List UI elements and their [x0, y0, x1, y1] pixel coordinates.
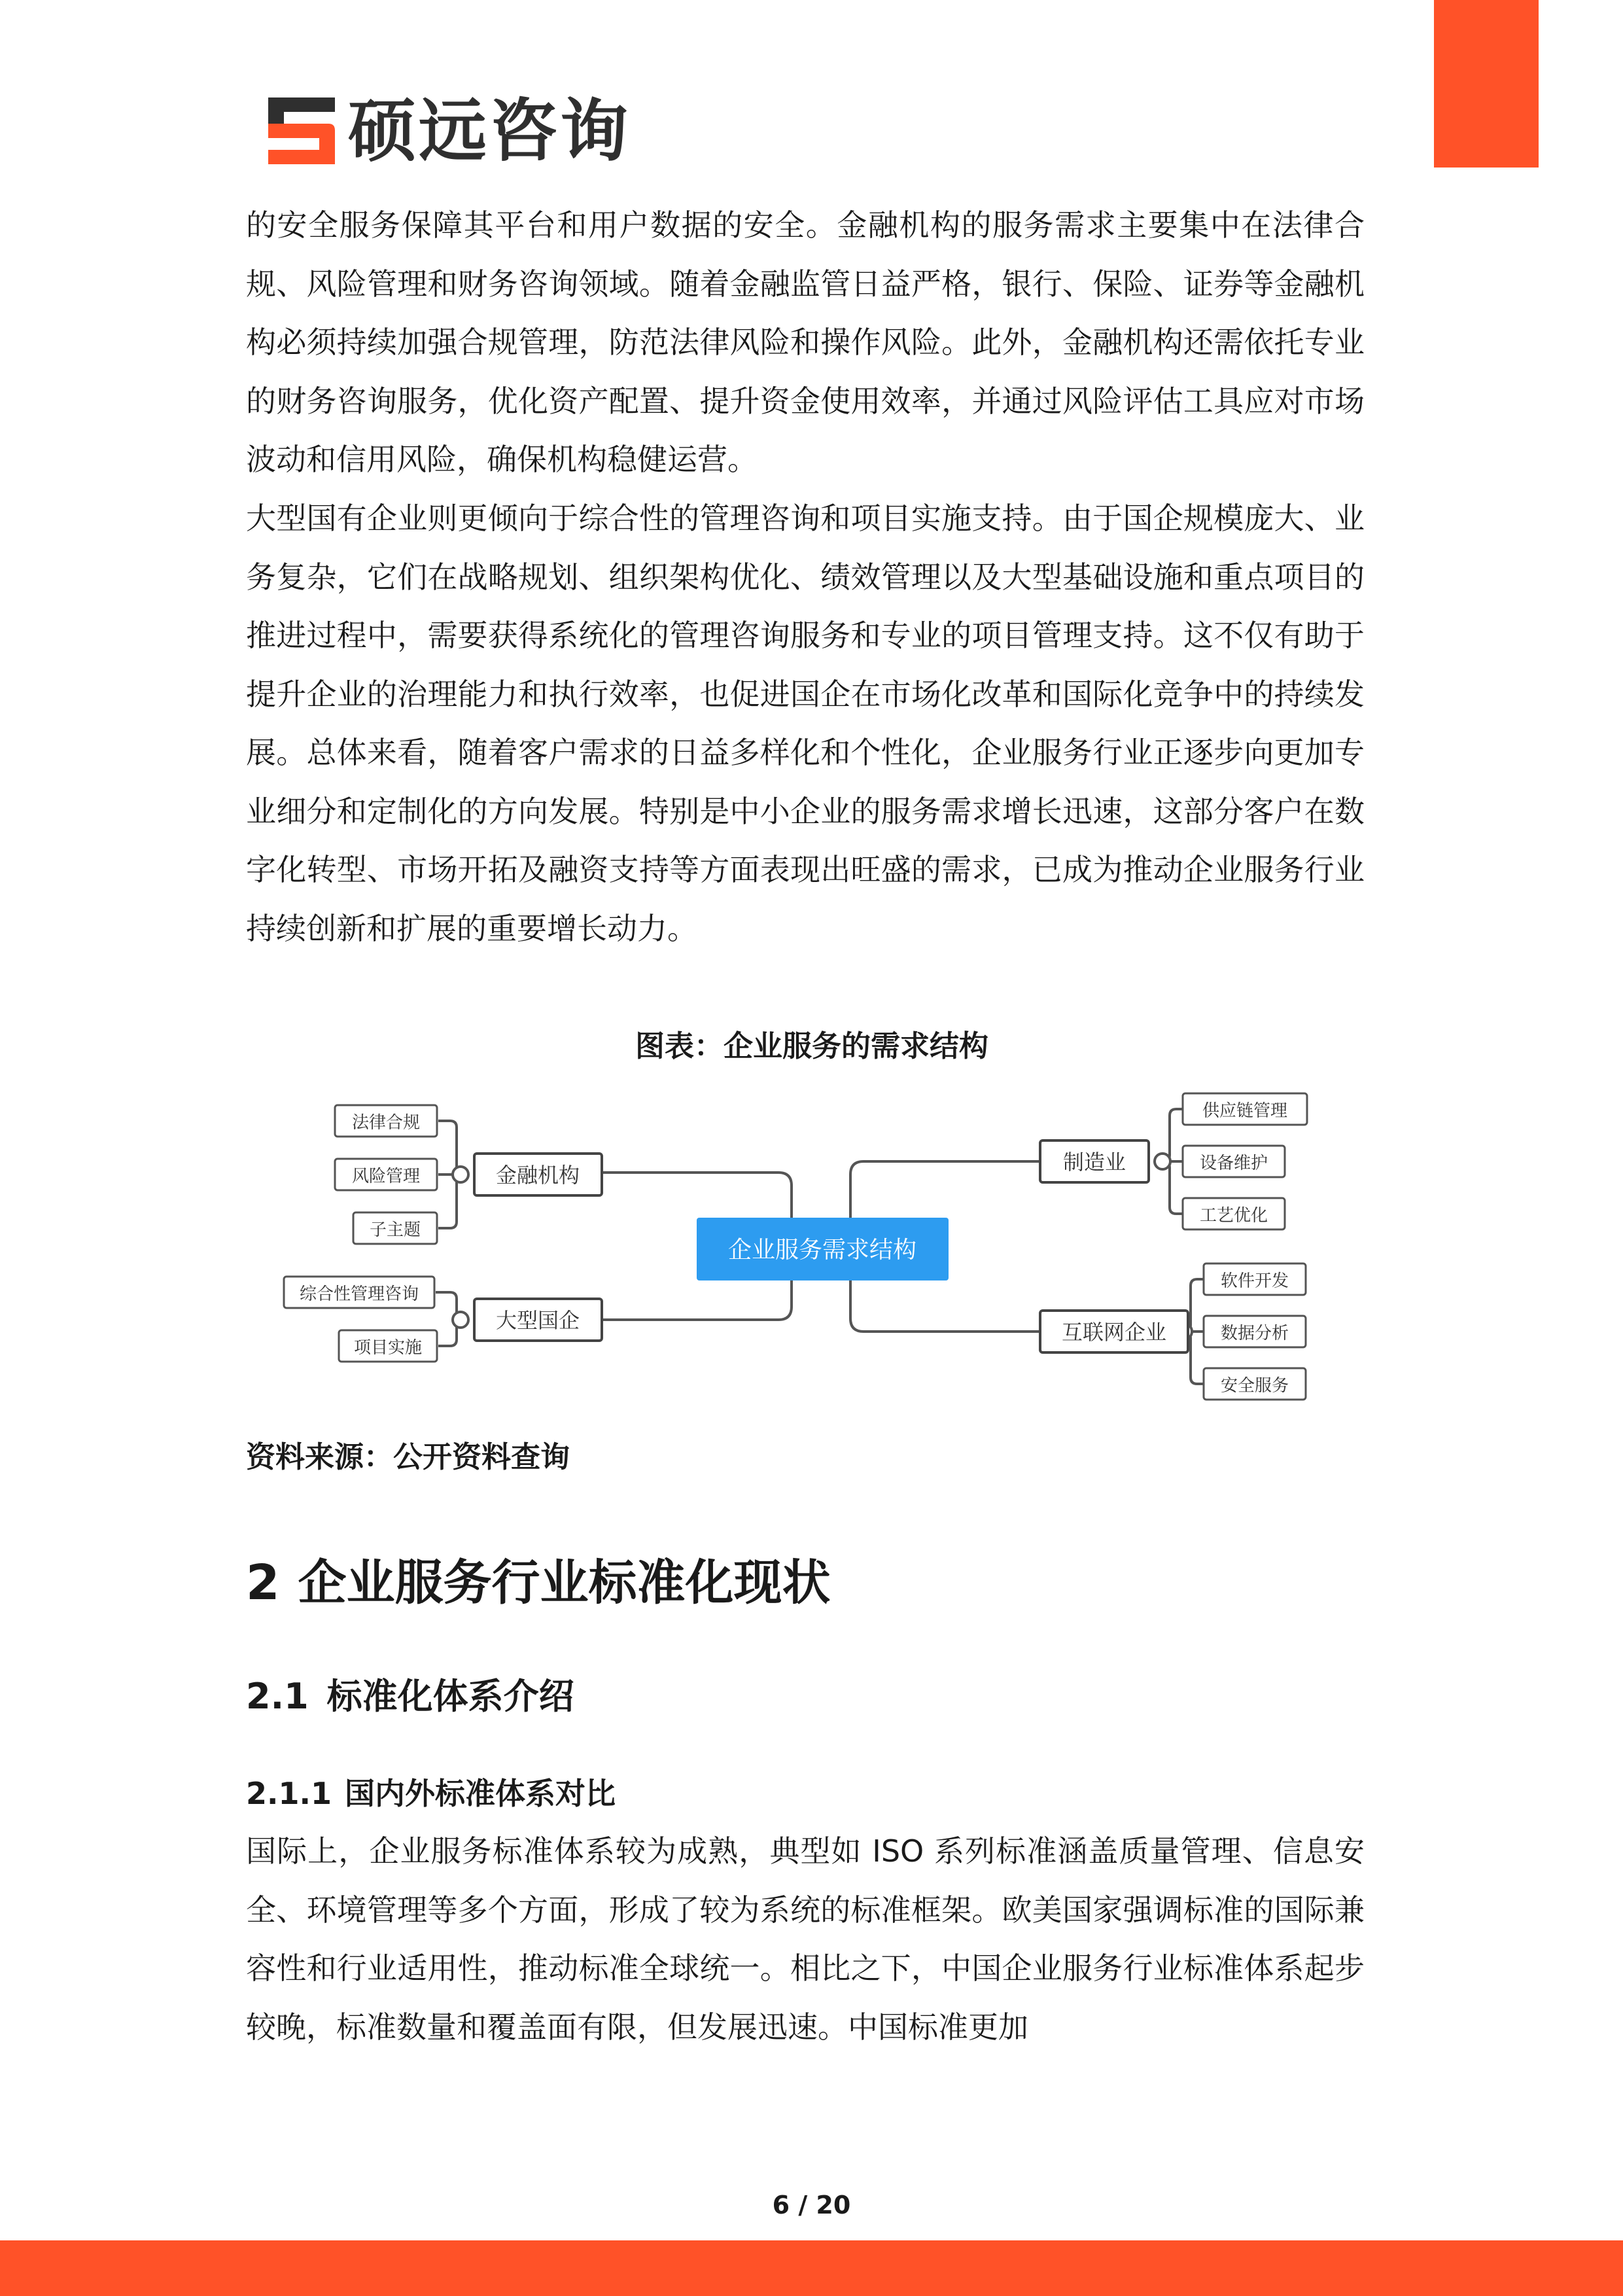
section-number: 2	[246, 1555, 280, 1611]
figure-source: 资料来源：公开资料查询	[246, 1439, 570, 1474]
figure-caption: 图表：企业服务的需求结构	[635, 1029, 988, 1063]
section-heading-3	[246, 1770, 616, 1813]
corner-accent-tab	[1434, 0, 1539, 168]
body-paragraph-2: 大型国有企业则更倾向于综合性的管理咨询和项目实施支持。由于国企规模庞大、业务复杂，它们在战略规划、组织架构优化、绩效管理以及大型基础设施和重点项目的推进过程中，需要获得系统化的管理咨询服务和专业的项目管理支持。这不仅有助于提升企业的治理能力和执行效率，也促进国企在市场化改革和国际化竞争中的持续发展。总体来看，随着客户需求的日益多样化和个性化，企业服务行业正逐步向更加专业细分和定制化的方向发展。特别是中小企业的服务需求增长迅速，这部分客户在数字化转型、市场开拓及融资支持等方面表现出旺盛的需求，已成为推动企业服务行业持续创新和扩展的重要增长动力。	[246, 501, 1365, 946]
leaf-project-implementation: 项目实施	[353, 1338, 423, 1358]
leaf-risk-management: 风险管理	[351, 1167, 421, 1186]
section-heading-1	[246, 1544, 831, 1614]
section-title: 企业服务行业标准化现状	[298, 1555, 831, 1611]
footer-accent-bar	[0, 2240, 1623, 2296]
leaf-data-analysis: 数据分析	[1220, 1324, 1289, 1343]
page-number: 6 / 20	[772, 2191, 851, 2219]
leaf-equipment-maintenance: 设备维护	[1199, 1154, 1268, 1173]
center-node-label: 企业服务需求结构	[727, 1237, 917, 1263]
body-paragraph-1: 的安全服务保障其平台和用户数据的安全。金融机构的服务需求主要集中在法律合规、风险管理和财务咨询领域。随着金融监管日益严格，银行、保险、证券等金融机构必须持续加强合规管理，防范法律风险和操作风险。此外，金融机构还需依托专业的财务咨询服务，优化资产配置、提升资金使用效率，并通过风险评估工具应对市场波动和信用风险，确保机构稳健运营。	[246, 207, 1365, 477]
branch-label-internet: 互联网企业	[1061, 1320, 1167, 1345]
leaf-legal-compliance: 法律合规	[351, 1113, 421, 1133]
brand-name: 硕远咨询	[348, 91, 631, 171]
brand-logo	[264, 92, 631, 170]
subsection-number: 2.1	[246, 1676, 309, 1717]
section-heading-2	[246, 1669, 574, 1719]
subsection-title: 标准化体系介绍	[326, 1676, 574, 1717]
mind-map-diagram	[275, 1076, 1348, 1423]
leaf-subtopic: 子主题	[369, 1220, 421, 1240]
branch-label-manufacturing: 制造业	[1062, 1150, 1126, 1174]
subsubsection-number: 2.1.1	[246, 1776, 332, 1811]
branch-label-soe: 大型国企	[495, 1308, 580, 1333]
subsubsection-title: 国内外标准体系对比	[344, 1776, 616, 1811]
leaf-management-consulting: 综合性管理咨询	[299, 1284, 419, 1304]
leaf-software-development: 软件开发	[1220, 1271, 1289, 1291]
branch-label-finance: 金融机构	[495, 1163, 580, 1188]
brand-s-logo-icon	[264, 95, 339, 167]
body-paragraph-3: 国际上，企业服务标准体系较为成熟，典型如 ISO 系列标准涵盖质量管理、信息安全、环境管理等多个方面，形成了较为系统的标准框架。欧美国家强调标准的国际兼容性和行业适用性，推动标准全球统一。相比之下，中国企业服务行业标准体系起步较晚，标准数量和覆盖面有限，但发展迅速。中国标准更加	[246, 1833, 1365, 2045]
leaf-supply-chain: 供应链管理	[1202, 1101, 1288, 1121]
leaf-security-services: 安全服务	[1220, 1376, 1289, 1396]
leaf-process-optimization: 工艺优化	[1199, 1206, 1268, 1226]
